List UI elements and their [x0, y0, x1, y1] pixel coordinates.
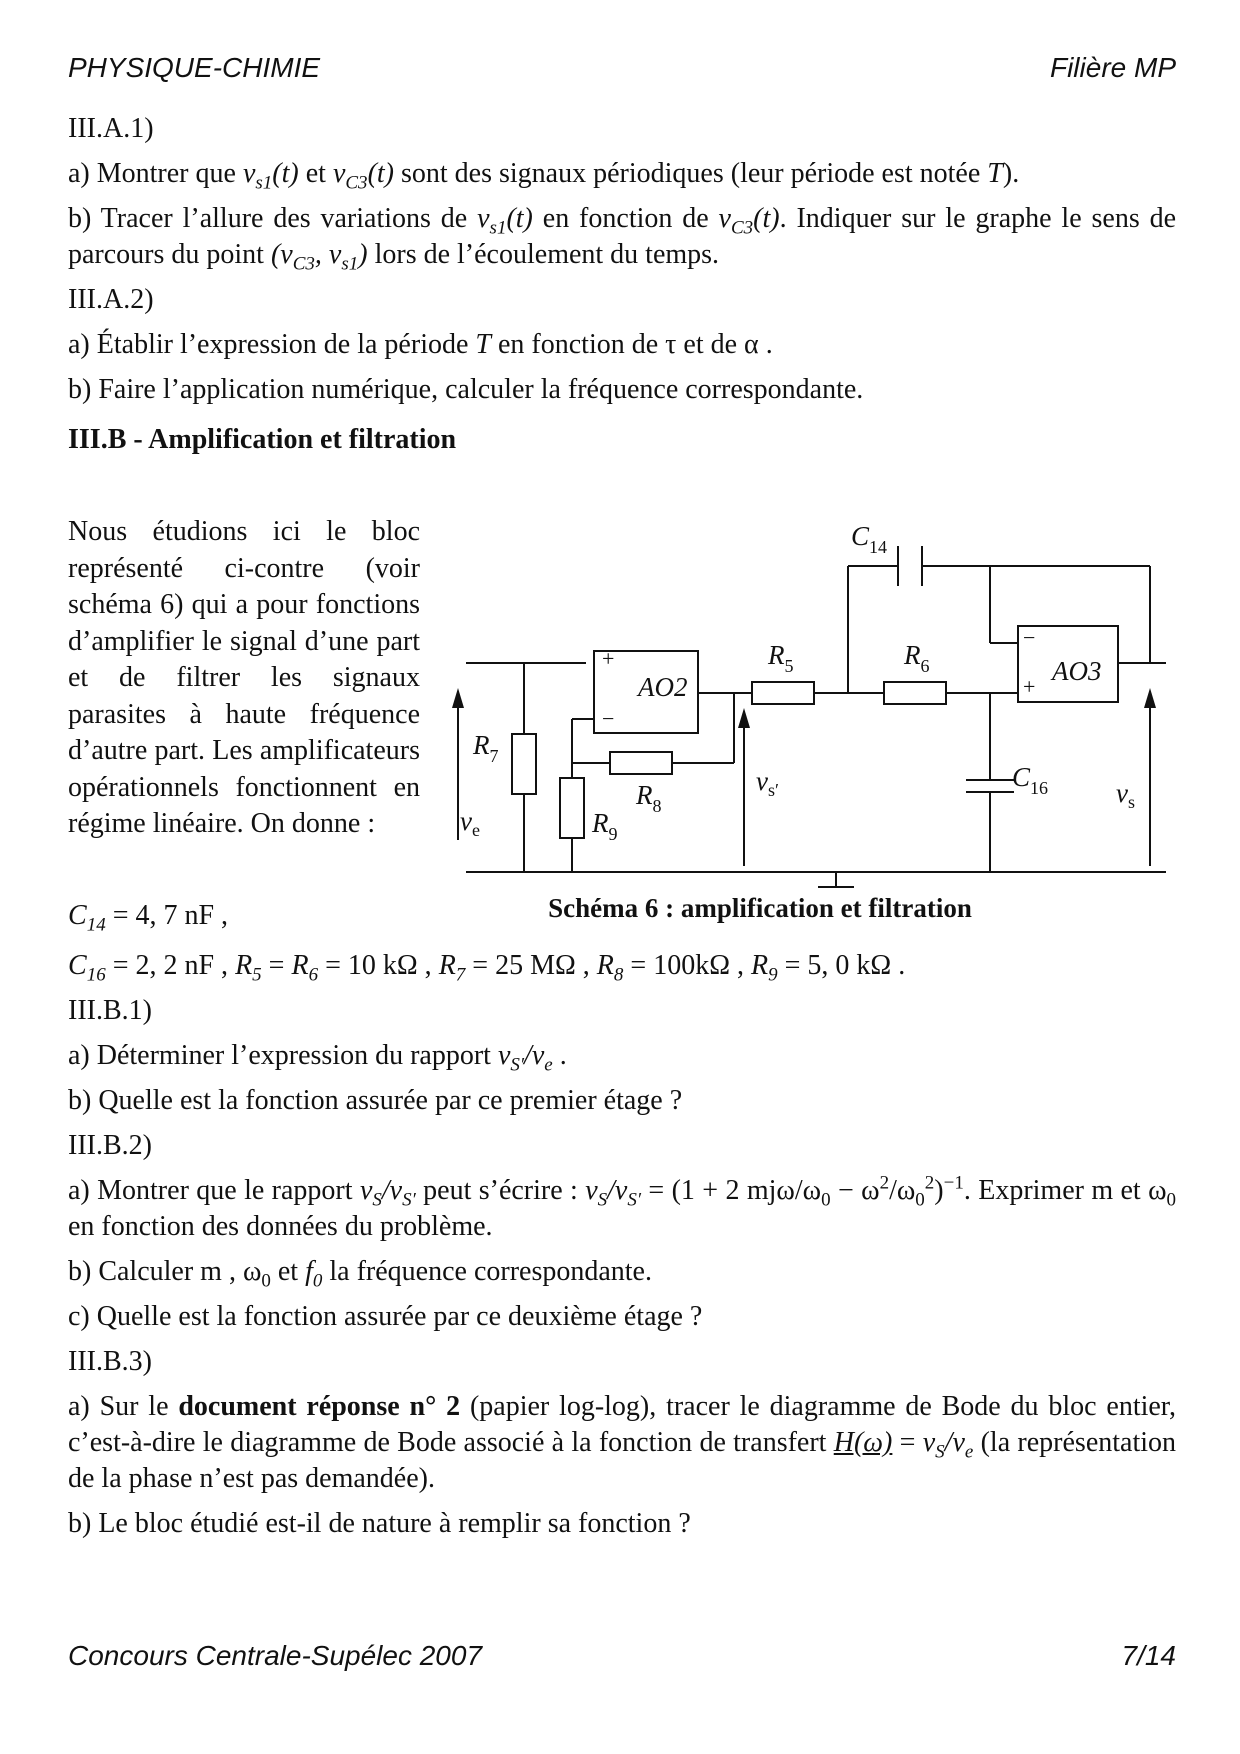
q-b3-b: b) Le bloc étudié est-il de nature à remplir sa fonction ? — [68, 1508, 691, 1539]
label-ve: $v_e$ — [460, 806, 480, 840]
label-r8: $R_8$ — [636, 780, 662, 816]
intro-paragraph: Nous étudions ici le bloc représenté ci-contre (voir schéma 6) qui a pour fonctions d’amplifier le signal d’une part et de filtrer les signaux parasites à haute fréquence d’autre part. Les amplificateurs opérationnels fonctionnent en régime linéaire. On donne : — [68, 516, 420, 839]
q-b1-b: b) Quelle est la fonction assurée par ce premier étage ? — [68, 1085, 683, 1116]
page-footer-contest: Concours Centrale-Supélec 2007 — [68, 1640, 483, 1671]
label-c16: $C_{16}$ — [1012, 762, 1049, 798]
label-vsprime: $v_{s'}$ — [756, 766, 779, 800]
part-a — [68, 111, 1176, 467]
q-a2-a: a) Établir l’expression de la période T en fonction de τ et de α . — [68, 329, 773, 360]
q-b1-label: III.B.1) — [68, 995, 152, 1026]
label-r7: $R_7$ — [473, 730, 499, 766]
ao3-plus: + — [1023, 674, 1036, 699]
label-r9: $R_9$ — [592, 808, 618, 844]
q-b3-label: III.B.3) — [68, 1346, 152, 1377]
schema-caption: Schéma 6 : amplification et filtration — [548, 893, 972, 923]
part-b-questions — [68, 948, 1176, 1551]
ao2-plus: + — [602, 646, 615, 671]
ao3-minus: − — [1023, 625, 1036, 650]
label-ao2: AO2 — [638, 672, 688, 702]
label-r5: $R_5$ — [768, 640, 794, 676]
q-b2-b: b) Calculer m , $\omega_0$ et $f_0$ la fréquence correspondante. — [68, 1256, 652, 1292]
section-title: III.B - Amplification et filtration — [68, 424, 457, 455]
q-a2-label: III.A.2) — [68, 284, 154, 315]
q-b2-c: c) Quelle est la fonction assurée par ce deuxième étage ? — [68, 1301, 703, 1332]
q-a1-b: b) Tracer l’allure des variations de $v_{s1}(t)$ en fonction de $v_{C3}(t)$. Indiquer sur le graphe le sens de parcours du point ($v_{C3}$, $v_{s1}$) lors de l’écoulement du temps. — [68, 203, 1177, 275]
q-a2-b: b) Faire l’application numérique, calculer la fréquence correspondante. — [68, 374, 864, 405]
label-c14: $C_{14}$ — [851, 521, 888, 557]
label-r6: $R_6$ — [904, 640, 930, 676]
q-b2-label: III.B.2) — [68, 1130, 152, 1161]
ao2-minus: − — [602, 706, 615, 731]
page-header-track: Filière MP — [1049, 52, 1176, 83]
circuit-diagram — [440, 510, 1190, 890]
q-b2-a: a) Montrer que le rapport $v_S/v_{S'}$ peut s’écrire : $v_S/v_{S'} = (1 + 2$ mjω/$\omega_0 - \omega^2/\omega_0^2)^{-1}$. Exprimer m et $\omega_0$ en fonction des données du problème. — [68, 1172, 1177, 1242]
q-a1-a: a) Montrer que $v_{s1}(t)$ et $v_{C3}(t)$ sont des signaux périodiques (leur période est notée T). — [68, 158, 1020, 194]
q-a1-label: III.A.1) — [68, 113, 154, 144]
page-footer-number: 7/14 — [1121, 1640, 1176, 1671]
label-ao3: AO3 — [1052, 656, 1102, 686]
label-vs: $v_s$ — [1116, 778, 1135, 812]
given-c14: $C_{14} = 4$, 7 nF , — [68, 900, 229, 936]
q-b1-a: a) Déterminer l’expression du rapport $v_{S'}/v_e$ . — [68, 1040, 567, 1076]
given-values: $C_{16} = 2$, 2 nF , $R_5 = R_6 = 10$ kΩ , $R_7 = 25$ MΩ , $R_8 = 100k\Omega$ , $R_9 = 5$, 0 kΩ . — [68, 950, 906, 986]
q-b3-a: a) Sur le document réponse n° 2 (papier log-log), tracer le diagramme de Bode du bloc entier, c’est-à-dire le diagramme de Bode associé à la fonction de transfert $H(\omega) = v_S/v_e$ (la représentation de la phase n’est pas demandée). — [68, 1391, 1177, 1494]
page-header-subject: PHYSIQUE-CHIMIE — [68, 52, 321, 83]
